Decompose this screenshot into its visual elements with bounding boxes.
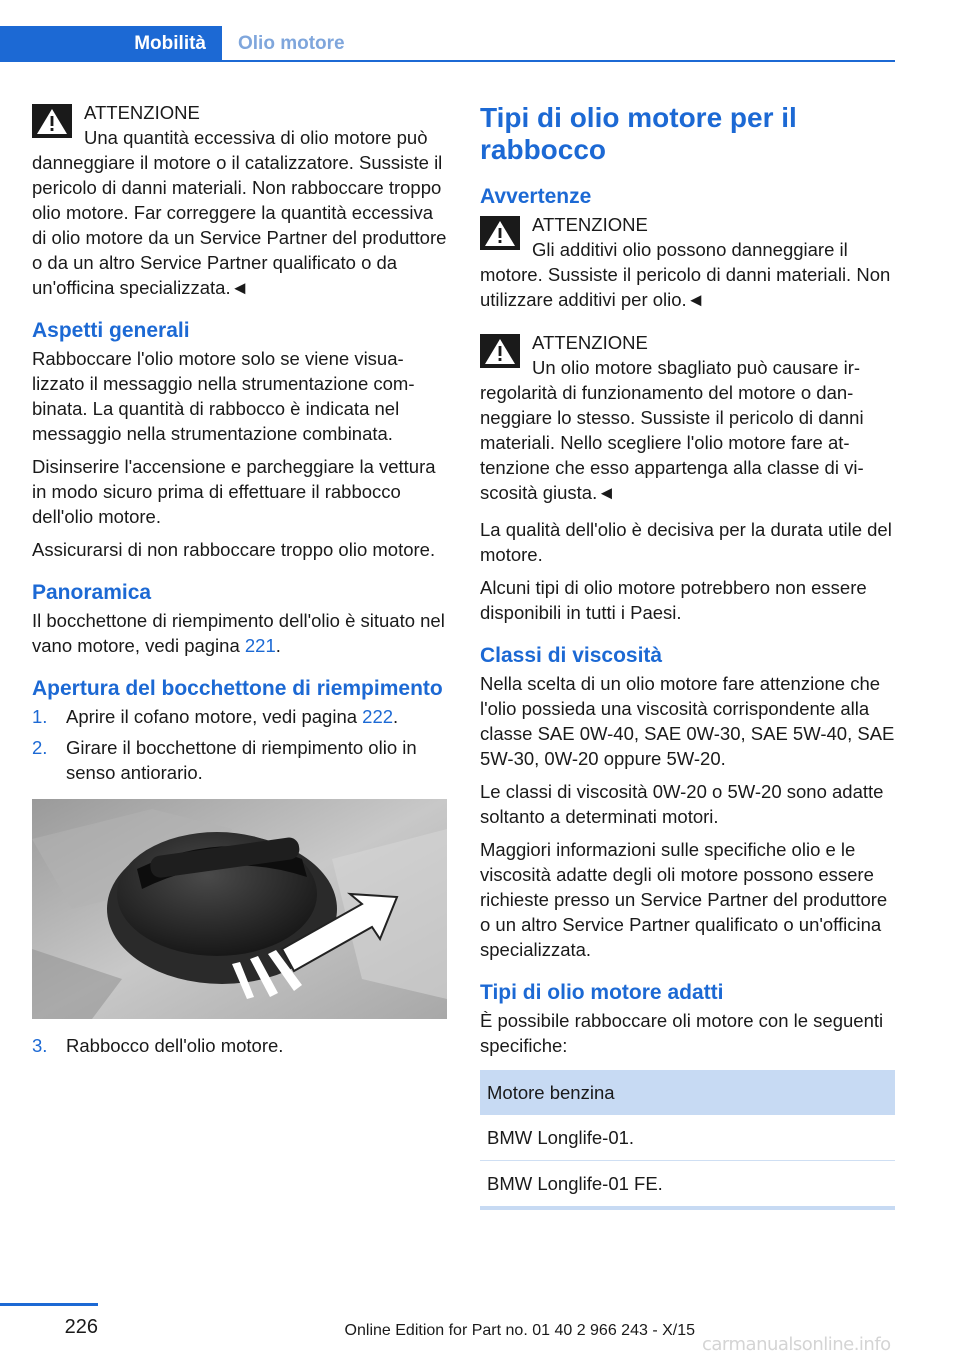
warning-triangle-icon (480, 216, 520, 250)
section-heading-viscosita: Classi di viscosità (480, 644, 663, 667)
paragraph: Le classi di viscosità 0W-20 o 5W-20 sono adatte soltanto a determinati motori. (480, 781, 884, 827)
warning-title: ATTENZIONE (84, 102, 200, 123)
table-header-row (480, 1070, 895, 1115)
warning-text: Gli additivi olio possono danneggiare il motore. Sussiste il pericolo di danni materiali. Non utilizzare additivi per olio.◄ (480, 239, 891, 310)
warning-text: Una quantità eccessiva di olio motore può danneggiare il motore o il catalizzatore. Sussiste il pericolo di danni materiali. Non rabboccare troppo olio motore. Far correggere la quantità eccessiva di olio motore da un Service Partner del produttore o da un altro Service Partner qualificato o da un'officina specializzata.◄ (32, 127, 447, 298)
warning-title: ATTENZIONE (532, 332, 648, 353)
oil-spec-table (480, 1070, 895, 1210)
paragraph: Disinserire l'accensione e parcheggiare la vettura in modo sicuro prima di effettuare il rabbocco dell'olio motore. (32, 456, 436, 527)
oil-cap-photo (32, 799, 447, 1019)
page-link[interactable]: 221 (244, 635, 276, 656)
tab-olio-motore[interactable]: Olio motore (238, 33, 345, 54)
warning-triangle-icon (32, 104, 72, 138)
warning-triangle-icon (480, 334, 520, 368)
page-title: Tipi di olio motore per il rabbocco (480, 102, 797, 165)
step-number: 2. (32, 737, 48, 758)
table-cell: BMW Longlife-01 FE. (480, 1161, 895, 1209)
section-heading-panoramica: Panoramica (32, 581, 152, 604)
footer-divider (0, 1303, 98, 1306)
watermark (702, 1330, 952, 1362)
table-cell: BMW Longlife-01. (480, 1115, 895, 1161)
paragraph: Il bocchettone di riempimento dell'olio è situato nel vano motore, vedi pagina 221. (32, 610, 445, 656)
section-heading-aspetti: Aspetti generali (32, 319, 190, 342)
list-item: 3. Rabbocco dell'olio motore. (32, 1035, 284, 1056)
table-header-cell: Motore benzina (480, 1070, 895, 1115)
warning-box (480, 330, 895, 505)
list-item: 2. Girare il bocchettone di riempimento olio in senso antiorario. (32, 737, 417, 783)
paragraph: Alcuni tipi di olio motore potrebbero non essere disponibili in tutti i Paesi. (480, 577, 867, 623)
section-heading-avvertenze: Avvertenze (480, 185, 592, 208)
header-divider (0, 60, 895, 62)
warning-text: Un olio motore sbagliato può causare irregolarità di funzionamento del motore o danneggiare lo stesso. Sussiste il pericolo di danni materiali. Nello scegliere l'olio motore fare attenzione che esso appartenga alla classe di viscosità giusta.◄ (480, 357, 864, 503)
step-number: 1. (32, 706, 48, 727)
warning-box (32, 100, 447, 300)
paragraph: È possibile rabboccare oli motore con le seguenti specifiche: (480, 1010, 884, 1056)
warning-title: ATTENZIONE (532, 214, 648, 235)
watermark-logo (702, 1330, 952, 1356)
table-row (480, 1115, 895, 1161)
edition-text: Online Edition for Part no. 01 40 2 966 243 - X/15 (344, 1322, 695, 1339)
section-heading-adatti: Tipi di olio motore adatti (480, 981, 724, 1004)
steps-list-continued (32, 1033, 447, 1058)
header-tabs (0, 26, 895, 62)
section-heading-apertura: Apertura del bocchettone di riempimento (32, 677, 443, 700)
svg-text:carmanualsonline.info: carmanualsonline.info (702, 1334, 891, 1355)
paragraph: La qualità dell'olio è decisiva per la durata utile del motore. (480, 519, 892, 565)
paragraph: Nella scelta di un olio motore fare attenzione che l'olio possieda una viscosità corrispondente alla classe SAE 0W-40, SAE 0W-30, SAE 5W-40, SAE 5W-30, 0W-20 oppure 5W-20. (480, 673, 895, 769)
page-number: 226 (64, 1316, 98, 1338)
page-link[interactable]: 222 (362, 706, 394, 727)
list-item: 1. Aprire il cofano motore, vedi pagina 222. (32, 706, 399, 727)
step-number: 3. (32, 1035, 48, 1056)
paragraph: Rabboccare l'olio motore solo se viene visualizzato il messaggio nella strumentazione combinata. La quantità di rabbocco è indicata nel messaggio nella strumentazione combinata. (32, 348, 415, 444)
right-column (480, 100, 895, 1210)
left-column (32, 100, 447, 1064)
paragraph: Assicurarsi di non rabboccare troppo olio motore. (32, 539, 436, 560)
tab-mobilita[interactable]: Mobilità (0, 26, 222, 62)
steps-list (32, 704, 447, 785)
paragraph: Maggiori informazioni sulle specifiche olio e le viscosità adatte degli oli motore possono essere richieste presso un Service Partner del produttore o un altro Service Partner qualificato o un'officina specializzata. (480, 839, 888, 960)
table-row (480, 1161, 895, 1209)
warning-box (480, 212, 895, 312)
